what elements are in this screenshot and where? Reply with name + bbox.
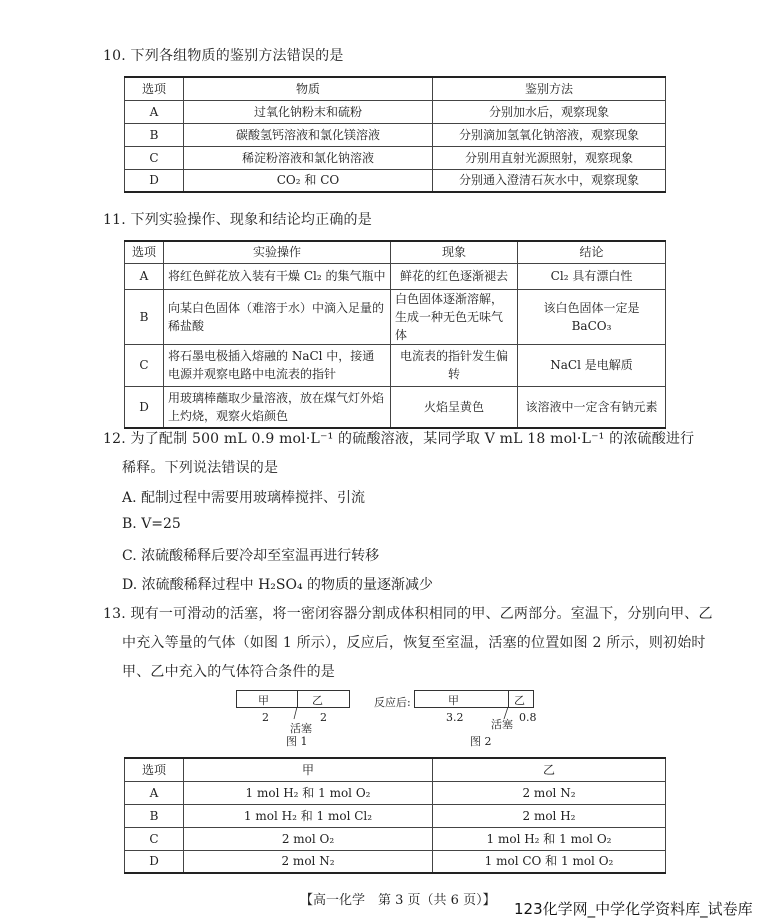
- table-row: [125, 169, 666, 192]
- q10-cell: 碳酸氢钙溶液和氯化镁溶液: [184, 123, 433, 146]
- q11-cell: 白色固体逐渐溶解，生成一种无色无味气体: [391, 289, 518, 344]
- q11-stem: 11. 下列实验操作、现象和结论均正确的是: [103, 212, 372, 228]
- q13-cell: 2 mol N₂: [184, 850, 433, 873]
- fig2-num-left: 3.2: [446, 711, 464, 724]
- fig2-prefix: 反应后:: [374, 696, 411, 709]
- q13-header: 选项: [125, 758, 184, 781]
- q11-cell: 该溶液中一定含有钠元素: [518, 386, 666, 428]
- table-row: [125, 146, 666, 169]
- table-row: [125, 781, 666, 804]
- fig1-caption: 图 1: [286, 735, 308, 748]
- fig1-label-left: 甲: [258, 694, 269, 707]
- fig2-caption: 图 2: [470, 735, 492, 748]
- q10-cell: C: [125, 146, 184, 169]
- table-row: [125, 289, 666, 344]
- q11-cell: D: [125, 386, 164, 428]
- q13-cell: 2 mol N₂: [433, 781, 666, 804]
- q11-cell: 鲜花的红色逐渐褪去: [391, 263, 518, 289]
- table-row: [125, 827, 666, 850]
- q10-cell: B: [125, 123, 184, 146]
- fig1-pointer: [290, 706, 304, 720]
- site-watermark: 123化学网_中学化学资料库_试卷库: [514, 900, 753, 918]
- q11-cell: 该白色固体一定是 BaCO₃: [518, 289, 666, 344]
- q11-cell: Cl₂ 具有漂白性: [518, 263, 666, 289]
- q10-cell: A: [125, 100, 184, 123]
- q10-header: 选项: [125, 77, 184, 100]
- q12-option-b: B. V=25: [122, 516, 181, 532]
- table-row: [125, 804, 666, 827]
- q10-header: 物质: [184, 77, 433, 100]
- q13-cell: 1 mol CO 和 1 mol O₂: [433, 850, 666, 873]
- table-row: [125, 100, 666, 123]
- q11-cell: C: [125, 344, 164, 386]
- fig2-piston-label: 活塞: [491, 718, 513, 731]
- q13-cell: 1 mol H₂ 和 1 mol O₂: [433, 827, 666, 850]
- q13-cell: A: [125, 781, 184, 804]
- q10-cell: 分别通入澄清石灰水中，观察现象: [433, 169, 666, 192]
- q11-header: 实验操作: [164, 241, 391, 263]
- q13-cell: C: [125, 827, 184, 850]
- q13-stem-line1: 13. 现有一可滑动的活塞，将一密闭容器分割成体积相同的甲、乙两部分。室温下，分别向甲、乙: [103, 606, 713, 622]
- q13-header: 甲: [184, 758, 433, 781]
- fig2-label-left: 甲: [448, 694, 459, 707]
- page-footer: 【高一化学 第 3 页（共 6 页）】: [300, 893, 496, 908]
- fig1-num-left: 2: [262, 711, 269, 724]
- q11-cell: 用玻璃棒蘸取少量溶液，放在煤气灯外焰上灼烧，观察火焰颜色: [164, 386, 391, 428]
- table-row: [125, 344, 666, 386]
- table-row: [125, 386, 666, 428]
- q13-cell: 2 mol O₂: [184, 827, 433, 850]
- q13-cell: D: [125, 850, 184, 873]
- fig2-num-right: 0.8: [519, 711, 537, 724]
- fig1-label-right: 乙: [312, 694, 323, 707]
- q11-cell: 向某白色固体（难溶于水）中滴入足量的稀盐酸: [164, 289, 391, 344]
- q10-header: 鉴别方法: [433, 77, 666, 100]
- q11-header: 现象: [391, 241, 518, 263]
- q10-cell: 分别加水后，观察现象: [433, 100, 666, 123]
- q10-cell: 稀淀粉溶液和氯化钠溶液: [184, 146, 433, 169]
- q12-stem-line1: 12. 为了配制 500 mL 0.9 mol·L⁻¹ 的硫酸溶液，某同学取 V mL 18 mol·L⁻¹ 的浓硫酸进行: [103, 431, 695, 447]
- q10-cell: 分别用直射光源照射，观察现象: [433, 146, 666, 169]
- q11-header: 结论: [518, 241, 666, 263]
- q13-header: 乙: [433, 758, 666, 781]
- q11-cell: 电流表的指针发生偏转: [391, 344, 518, 386]
- q12-option-a: A. 配制过程中需要用玻璃棒搅拌、引流: [122, 490, 366, 506]
- q11-table: [124, 240, 666, 429]
- q11-header: 选项: [125, 241, 164, 263]
- q12-stem-line2: 稀释。下列说法错误的是: [122, 460, 279, 476]
- q10-cell: 过氧化钠粉末和硫粉: [184, 100, 433, 123]
- q10-cell: 分别滴加氢氧化钠溶液，观察现象: [433, 123, 666, 146]
- q10-cell: CO₂ 和 CO: [184, 169, 433, 192]
- q11-cell: B: [125, 289, 164, 344]
- q12-option-d: D. 浓硫酸稀释过程中 H₂SO₄ 的物质的量逐渐减少: [122, 577, 434, 593]
- q11-cell: A: [125, 263, 164, 289]
- q13-stem-line3: 甲、乙中充入的气体符合条件的是: [122, 664, 335, 680]
- q11-cell: 火焰呈黄色: [391, 386, 518, 428]
- fig2-label-right: 乙: [514, 694, 525, 707]
- q12-option-c: C. 浓硫酸稀释后要冷却至室温再进行转移: [122, 548, 380, 564]
- q13-cell: 1 mol H₂ 和 1 mol O₂: [184, 781, 433, 804]
- table-row: [125, 850, 666, 873]
- fig1-num-right: 2: [320, 711, 327, 724]
- q11-cell: 将石墨电极插入熔融的 NaCl 中，接通电源并观察电路中电流表的指针: [164, 344, 391, 386]
- table-row: [125, 263, 666, 289]
- q13-cell: 1 mol H₂ 和 1 mol Cl₂: [184, 804, 433, 827]
- q10-table: [124, 76, 666, 193]
- q10-stem: 10. 下列各组物质的鉴别方法错误的是: [103, 48, 344, 64]
- table-row: [125, 123, 666, 146]
- q13-cell: B: [125, 804, 184, 827]
- q11-cell: NaCl 是电解质: [518, 344, 666, 386]
- q10-cell: D: [125, 169, 184, 192]
- q13-stem-line2: 中充入等量的气体（如图 1 所示），反应后，恢复至室温，活塞的位置如图 2 所示，则初始时: [122, 635, 706, 651]
- fig1-piston-label: 活塞: [290, 722, 312, 735]
- q13-table: [124, 757, 666, 874]
- q11-cell: 将红色鲜花放入装有干燥 Cl₂ 的集气瓶中: [164, 263, 391, 289]
- q13-cell: 2 mol H₂: [433, 804, 666, 827]
